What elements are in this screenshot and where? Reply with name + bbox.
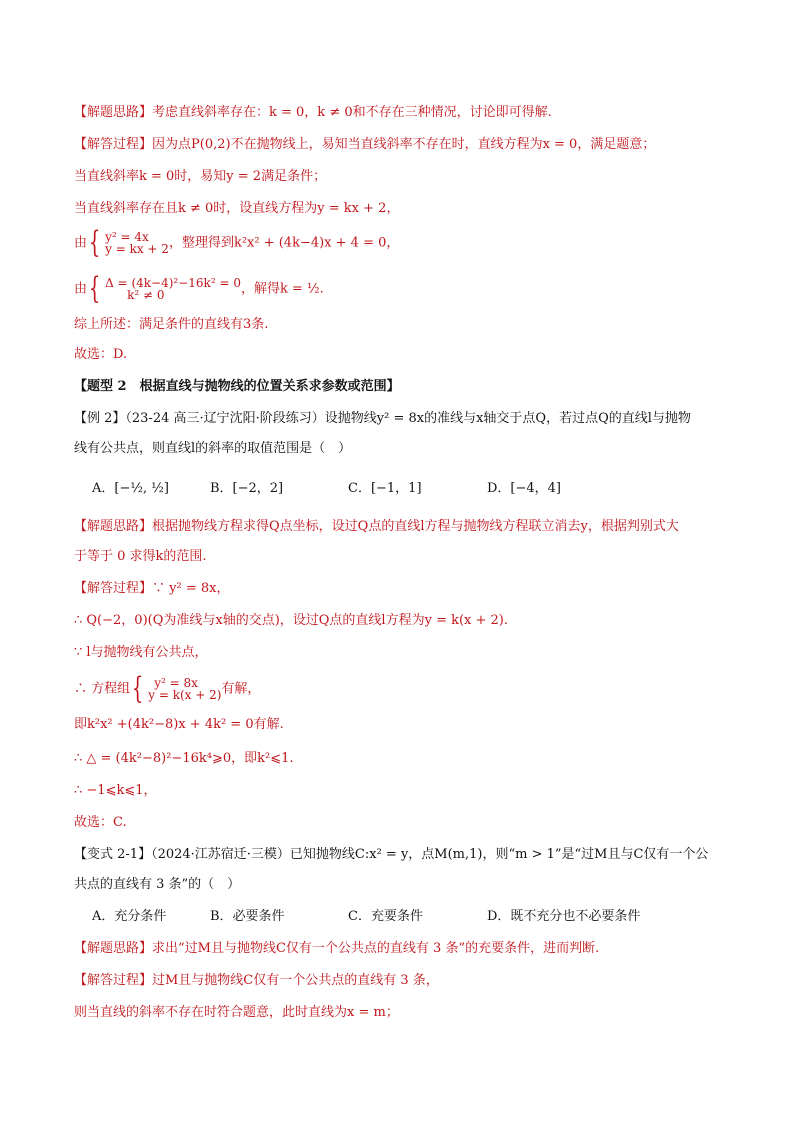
summary: 综上所述：满足条件的直线有3条. bbox=[74, 317, 269, 332]
option-b: B．必要条件 bbox=[210, 909, 285, 924]
option-a: A．充分条件 bbox=[92, 909, 167, 924]
solution-process: 【解答过程】因为点P(0,2)不在抛物线上，易知当直线斜率不存在时，直线方程为x = 0，满足题意； bbox=[74, 137, 656, 152]
solution-thinking-cont: 于等于 0 求得k的范围. bbox=[74, 549, 207, 564]
variant-question: 【变式 2-1】（2024·江苏宿迁·三模）已知抛物线C:x² = y，点M(m,1)，则“m > 1”是“过M且与C仅有一个公 bbox=[74, 847, 709, 862]
system-row: y = kx + 2 bbox=[105, 242, 169, 256]
solution-thinking: 【解题思路】根据抛物线方程求得Q点坐标，设过Q点的直线l方程与抛物线方程联立消去y，根据判别式大 bbox=[74, 519, 679, 534]
section-title: 【题型 2 根据直线与抛物线的位置关系求参数或范围】 bbox=[74, 379, 400, 394]
text-suffix: 有解， bbox=[221, 681, 261, 697]
solution-step: 即k²x² +(4k²−8)x + 4k² = 0有解. bbox=[74, 717, 284, 732]
option-b: B．[−2，2] bbox=[210, 481, 284, 496]
solution-step: ∴ △ = (4k²−8)²−16k⁴⩾0，即k²⩽1. bbox=[74, 751, 294, 766]
solution-thinking: 【解题思路】求出“过M且与抛物线C仅有一个公共点的直线有 3 条”的充要条件，进而判断. bbox=[74, 941, 600, 956]
equation-system-2: 由{ Δ = (4k−4)²−16k² = 0 k² ≠ 0 ，解得k = ½. bbox=[74, 271, 324, 306]
equation-system-1: 由{ y² = 4x y = kx + 2 ，整理得到k²x² + (4k−4)x + 4 = 0， bbox=[74, 225, 400, 260]
option-d: D．[−4，4] bbox=[487, 481, 562, 496]
text-suffix: ，解得k = ½. bbox=[240, 281, 324, 297]
system-row: k² ≠ 0 bbox=[127, 288, 165, 302]
text-prefix: 由 bbox=[74, 281, 88, 297]
option-d: D．既不充分也不必要条件 bbox=[487, 909, 641, 924]
solution-process: 【解答过程】过M且与抛物线C仅有一个公共点的直线有 3 条， bbox=[74, 973, 439, 988]
equation-system-3: ∴ 方程组{ y² = 8x y = k(x + 2) 有解， bbox=[74, 671, 261, 706]
solution-process: 【解答过程】∵ y² = 8x， bbox=[74, 581, 230, 596]
text-prefix: ∴ 方程组 bbox=[74, 681, 131, 697]
text-prefix: 由 bbox=[74, 235, 88, 251]
system-row: Δ = (4k−4)²−16k² = 0 bbox=[105, 276, 241, 290]
option-a: A．[−½, ½] bbox=[92, 481, 169, 496]
solution-step: 当直线斜率k = 0时，易知y = 2满足条件； bbox=[74, 169, 327, 184]
answer: 故选：C. bbox=[74, 815, 127, 830]
example-question: 【例 2】（23-24 高三·辽宁沈阳·阶段练习）设抛物线y² = 8x的准线与x轴交于点Q，若过点Q的直线l与抛物 bbox=[74, 411, 691, 426]
system-row: y² = 8x bbox=[154, 676, 198, 690]
solution-step: 当直线斜率存在且k ≠ 0时，设直线方程为y = kx + 2， bbox=[74, 201, 400, 216]
option-c: C．充要条件 bbox=[348, 909, 423, 924]
variant-question-cont: 共点的直线有 3 条”的（ ） bbox=[74, 877, 241, 892]
text-suffix: ，整理得到k²x² + (4k−4)x + 4 = 0， bbox=[168, 235, 400, 251]
system-row: y² = 4x bbox=[105, 230, 149, 244]
answer: 故选：D. bbox=[74, 347, 128, 362]
solution-step: 则当直线的斜率不存在时符合题意，此时直线为x = m； bbox=[74, 1005, 399, 1020]
solution-step: ∴ Q(−2，0)(Q为准线与x轴的交点)，设过Q点的直线l方程为y = k(x + 2). bbox=[74, 613, 509, 628]
example-question-cont: 线有公共点，则直线l的斜率的取值范围是（ ） bbox=[74, 441, 352, 456]
solution-step: ∴ −1⩽k⩽1， bbox=[74, 783, 157, 798]
system-row: y = k(x + 2) bbox=[148, 688, 222, 702]
solution-thinking: 【解题思路】考虑直线斜率存在：k = 0，k ≠ 0和不存在三种情况，讨论即可得解. bbox=[74, 105, 552, 120]
solution-step: ∵ l与抛物线有公共点， bbox=[74, 645, 208, 660]
option-c: C．[−1，1] bbox=[348, 481, 422, 496]
